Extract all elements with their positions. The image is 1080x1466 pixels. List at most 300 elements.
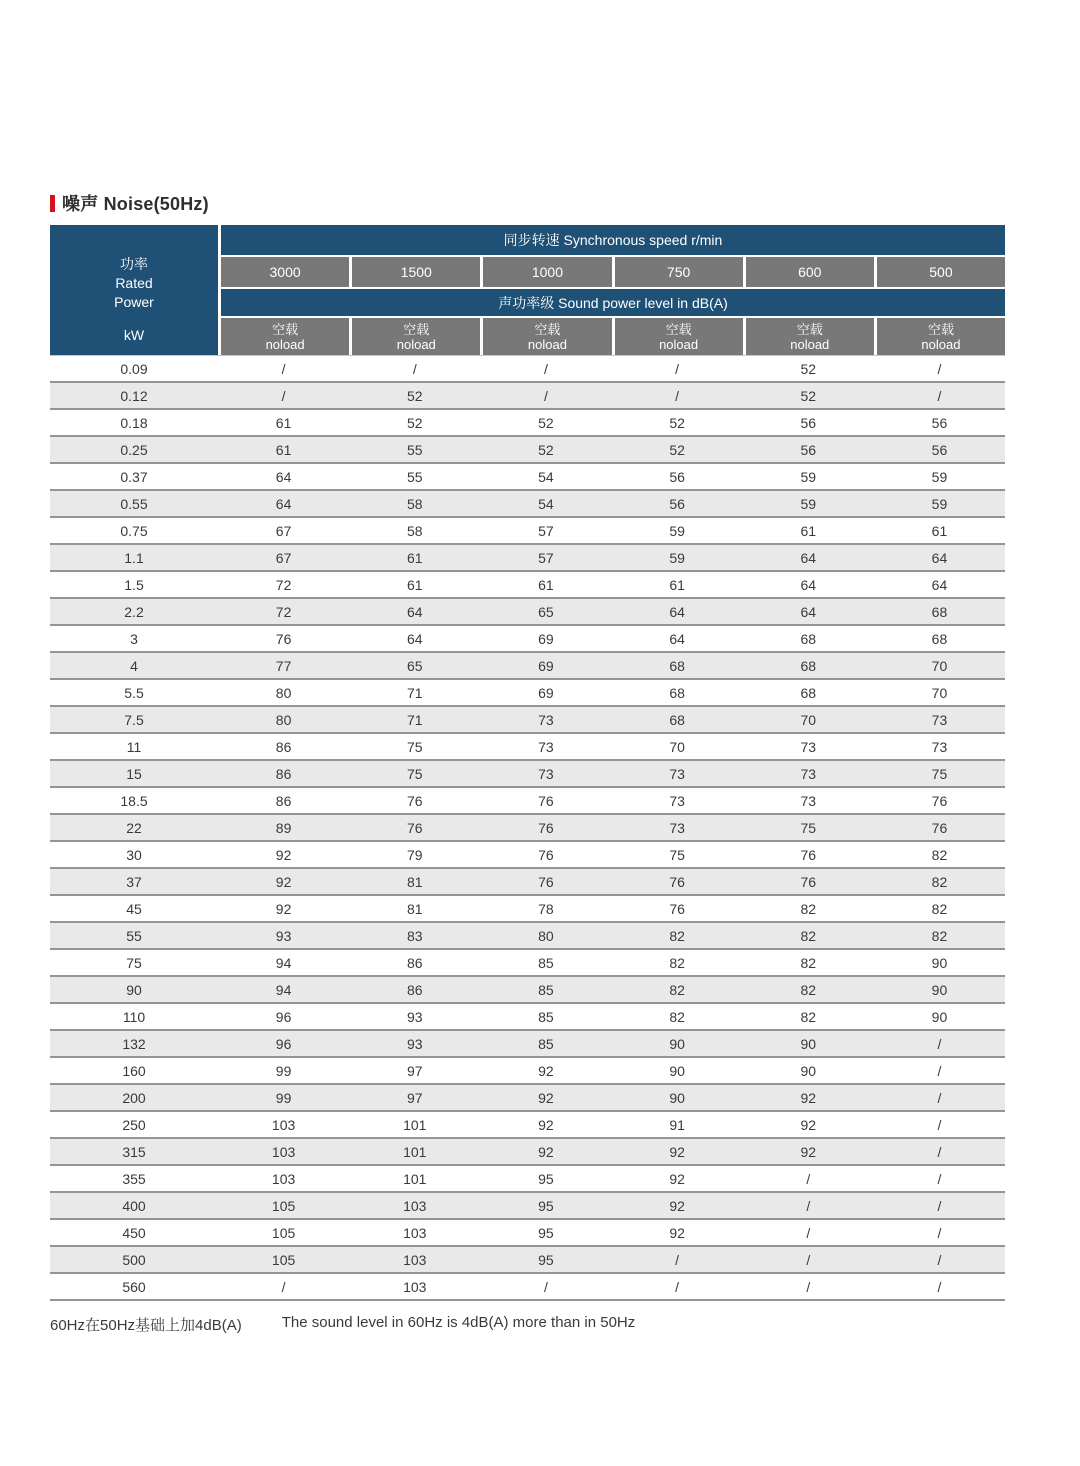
- noise-value-cell: 73: [538, 765, 554, 782]
- noise-value-cell: 59: [931, 495, 948, 512]
- noise-value-cell: 83: [406, 927, 423, 944]
- red-accent-bar: [50, 195, 55, 212]
- noise-value-cell: 93: [275, 927, 292, 944]
- noise-value-cell: 56: [669, 468, 685, 485]
- rated-power-cell: 0.09: [120, 360, 148, 377]
- noise-value-cell: 73: [669, 819, 685, 836]
- noise-value-cell: 92: [538, 1116, 554, 1133]
- noise-value-cell: 68: [669, 684, 685, 701]
- rated-power-label-en2: Power: [114, 294, 154, 310]
- noise-value-cell: /: [412, 360, 417, 377]
- noise-value-cell: 82: [931, 927, 948, 944]
- noise-value-cell: 95: [538, 1224, 554, 1241]
- rated-power-cell: 90: [126, 981, 142, 998]
- noise-value-cell: 69: [538, 657, 554, 674]
- table-row: [50, 1274, 1005, 1301]
- noise-value-cell: 68: [800, 684, 817, 701]
- noise-value-cell: 91: [669, 1116, 685, 1133]
- noise-value-cell: /: [806, 1170, 811, 1187]
- noise-value-cell: 70: [669, 738, 685, 755]
- noise-value-cell: 59: [800, 495, 817, 512]
- rated-power-cell: 75: [126, 954, 142, 971]
- noise-value-cell: 103: [403, 1197, 427, 1214]
- noise-value-cell: 103: [271, 1170, 296, 1187]
- noise-value-cell: 97: [406, 1089, 423, 1106]
- footnote-zh: 60Hz在50Hz基础上加4dB(A): [50, 1317, 242, 1334]
- noise-value-cell: 85: [538, 1035, 554, 1052]
- noise-value-cell: 93: [406, 1035, 423, 1052]
- noise-value-cell: 99: [275, 1089, 292, 1106]
- noise-value-cell: 90: [931, 1008, 948, 1025]
- speed-column-header: 3000: [221, 257, 349, 287]
- noise-value-cell: 82: [800, 927, 817, 944]
- table-header-right: [221, 225, 1005, 355]
- table-row: [50, 356, 1005, 383]
- noload-label-zh: 空载: [403, 321, 430, 337]
- noise-value-cell: /: [937, 360, 942, 377]
- noise-value-cell: 59: [669, 549, 685, 566]
- noise-value-cell: 82: [800, 900, 817, 917]
- rated-power-label-zh: 功率: [120, 256, 148, 272]
- noise-value-cell: 103: [403, 1278, 427, 1295]
- noise-value-cell: 54: [538, 495, 554, 512]
- sound-power-header: 声功率级 Sound power level in dB(A): [221, 289, 1005, 316]
- noise-value-cell: /: [675, 387, 680, 404]
- rated-power-cell: 5.5: [124, 684, 144, 701]
- table-row: [50, 1247, 1005, 1274]
- noise-table: [50, 225, 1005, 1301]
- noise-value-cell: 55: [406, 468, 423, 485]
- noise-value-cell: 64: [275, 468, 292, 485]
- noise-value-cell: 73: [800, 738, 817, 755]
- table-row: [50, 1031, 1005, 1058]
- table-row: [50, 1139, 1005, 1166]
- noise-value-cell: 92: [538, 1089, 554, 1106]
- noise-value-cell: 92: [800, 1143, 817, 1160]
- noise-value-cell: 64: [275, 495, 292, 512]
- noise-value-cell: 103: [271, 1116, 296, 1133]
- rated-power-cell: 15: [126, 765, 142, 782]
- noise-value-cell: 72: [275, 576, 292, 593]
- noise-value-cell: /: [675, 1251, 680, 1268]
- noise-value-cell: 86: [275, 765, 292, 782]
- noise-value-cell: 95: [538, 1251, 554, 1268]
- rated-power-cell: 45: [126, 900, 142, 917]
- rated-power-label-en1: Rated: [115, 275, 153, 291]
- noise-value-cell: 75: [406, 765, 423, 782]
- rated-power-cell: 4: [130, 657, 138, 674]
- speed-column-header: 1500: [352, 257, 480, 287]
- noise-value-cell: 73: [931, 711, 948, 728]
- noise-value-cell: 73: [538, 711, 554, 728]
- noise-value-cell: 76: [669, 900, 685, 917]
- noise-value-cell: 76: [538, 819, 554, 836]
- table-row: [50, 869, 1005, 896]
- noise-value-cell: 82: [669, 981, 685, 998]
- table-row: [50, 572, 1005, 599]
- noise-value-cell: 52: [669, 414, 685, 431]
- table-row: [50, 491, 1005, 518]
- noise-value-cell: 64: [800, 549, 817, 566]
- noise-value-cell: 67: [275, 522, 292, 539]
- speed-columns-row: [221, 257, 1005, 287]
- noise-value-cell: 68: [669, 657, 685, 674]
- noload-label-en: noload: [659, 336, 699, 352]
- noise-value-cell: 56: [931, 441, 948, 458]
- table-row: [50, 545, 1005, 572]
- noise-value-cell: 73: [800, 765, 817, 782]
- noise-value-cell: 58: [406, 495, 423, 512]
- footnote: [50, 1314, 1005, 1335]
- noise-value-cell: 56: [931, 414, 948, 431]
- noise-value-cell: 81: [406, 900, 423, 917]
- noise-value-cell: /: [937, 1224, 942, 1241]
- noise-value-cell: /: [937, 1062, 942, 1079]
- noise-value-cell: 52: [800, 387, 817, 404]
- noload-column-header: [877, 318, 1005, 355]
- noise-value-cell: 92: [669, 1143, 685, 1160]
- rated-power-cell: 355: [122, 1170, 146, 1187]
- noise-value-cell: /: [937, 1278, 942, 1295]
- noise-value-cell: 76: [406, 792, 423, 809]
- noise-value-cell: 64: [931, 549, 948, 566]
- noise-value-cell: 90: [669, 1062, 685, 1079]
- noise-value-cell: 71: [406, 684, 423, 701]
- table-row: [50, 761, 1005, 788]
- noise-value-cell: /: [937, 1116, 942, 1133]
- noise-value-cell: 96: [275, 1008, 292, 1025]
- noise-value-cell: 52: [669, 441, 685, 458]
- noise-value-cell: 94: [275, 981, 292, 998]
- noise-value-cell: 59: [931, 468, 948, 485]
- noise-value-cell: 82: [800, 1008, 817, 1025]
- noise-value-cell: 95: [538, 1197, 554, 1214]
- noise-value-cell: 92: [669, 1224, 685, 1241]
- noise-value-cell: 75: [800, 819, 817, 836]
- noise-value-cell: 52: [406, 387, 423, 404]
- rated-power-cell: 315: [122, 1143, 146, 1160]
- noise-value-cell: 75: [669, 846, 685, 863]
- noise-value-cell: 78: [538, 900, 554, 917]
- noise-value-cell: 73: [800, 792, 817, 809]
- rated-power-cell: 200: [122, 1089, 146, 1106]
- noise-value-cell: 86: [275, 792, 292, 809]
- rated-power-cell: 7.5: [124, 711, 144, 728]
- noise-value-cell: 81: [406, 873, 423, 890]
- noise-value-cell: 85: [538, 981, 554, 998]
- noise-value-cell: 92: [800, 1089, 817, 1106]
- noise-value-cell: 82: [669, 954, 685, 971]
- noise-value-cell: 57: [538, 549, 554, 566]
- noise-value-cell: 55: [406, 441, 423, 458]
- rated-power-cell: 1.5: [124, 576, 144, 593]
- table-row: [50, 437, 1005, 464]
- rated-power-cell: 37: [126, 873, 142, 890]
- noise-value-cell: 59: [669, 522, 685, 539]
- noise-value-cell: 95: [538, 1170, 554, 1187]
- noise-value-cell: /: [937, 1170, 942, 1187]
- rated-power-cell: 250: [122, 1116, 146, 1133]
- noload-column-header: [615, 318, 743, 355]
- rated-power-cell: 0.18: [120, 414, 148, 431]
- rated-power-header-cell: [50, 225, 218, 355]
- table-row: [50, 653, 1005, 680]
- rated-power-label: [50, 255, 218, 312]
- noise-value-cell: 52: [800, 360, 817, 377]
- noise-value-cell: 85: [538, 1008, 554, 1025]
- noise-value-cell: 82: [800, 954, 817, 971]
- noise-value-cell: /: [937, 1251, 942, 1268]
- table-row: [50, 1193, 1005, 1220]
- rated-power-cell: 30: [126, 846, 142, 863]
- noise-value-cell: 69: [538, 630, 554, 647]
- noload-label-zh: 空载: [534, 321, 561, 337]
- table-row: [50, 1085, 1005, 1112]
- table-row: [50, 977, 1005, 1004]
- noise-value-cell: 90: [800, 1062, 817, 1079]
- noload-label-en: noload: [527, 336, 567, 352]
- noise-value-cell: 69: [538, 684, 554, 701]
- noise-section: [50, 190, 1005, 1335]
- rated-power-cell: 3: [130, 630, 138, 647]
- noise-value-cell: 76: [669, 873, 685, 890]
- table-row: [50, 680, 1005, 707]
- table-row: [50, 1220, 1005, 1247]
- synchronous-speed-header: 同步转速 Synchronous speed r/min: [221, 225, 1005, 255]
- noise-value-cell: 76: [931, 819, 948, 836]
- rated-power-cell: 2.2: [124, 603, 144, 620]
- noise-value-cell: 56: [669, 495, 685, 512]
- noise-value-cell: 92: [669, 1197, 685, 1214]
- noise-value-cell: 105: [271, 1224, 296, 1241]
- noise-value-cell: 73: [669, 765, 685, 782]
- noload-label-zh: 空载: [665, 321, 692, 337]
- noise-value-cell: 103: [271, 1143, 296, 1160]
- noise-value-cell: /: [675, 360, 680, 377]
- noise-value-cell: 64: [669, 603, 685, 620]
- noise-value-cell: 68: [931, 630, 948, 647]
- noise-value-cell: 59: [800, 468, 817, 485]
- rated-power-cell: 450: [122, 1224, 146, 1241]
- noise-value-cell: 76: [800, 873, 817, 890]
- table-row: [50, 1166, 1005, 1193]
- noise-value-cell: 68: [669, 711, 685, 728]
- table-row: [50, 1058, 1005, 1085]
- table-body: [50, 355, 1005, 1301]
- noise-value-cell: 82: [669, 927, 685, 944]
- noise-value-cell: 75: [406, 738, 423, 755]
- noise-value-cell: /: [937, 1143, 942, 1160]
- section-title-row: [50, 190, 1005, 216]
- table-row: [50, 950, 1005, 977]
- noise-value-cell: 85: [538, 954, 554, 971]
- noise-value-cell: /: [675, 1278, 680, 1295]
- noload-label-en: noload: [265, 336, 305, 352]
- noise-value-cell: /: [543, 387, 548, 404]
- noise-value-cell: 92: [275, 873, 292, 890]
- table-row: [50, 734, 1005, 761]
- noise-value-cell: 61: [538, 576, 554, 593]
- speed-column-header: 500: [877, 257, 1005, 287]
- noise-value-cell: 90: [931, 954, 948, 971]
- noise-value-cell: 76: [931, 792, 948, 809]
- noise-value-cell: 82: [931, 846, 948, 863]
- speed-column-header: 1000: [483, 257, 611, 287]
- table-row: [50, 788, 1005, 815]
- noise-value-cell: 77: [275, 657, 292, 674]
- footnote-en: The sound level in 60Hz is 4dB(A) more than in 50Hz: [281, 1314, 636, 1331]
- noise-value-cell: 68: [931, 603, 948, 620]
- noise-value-cell: 61: [800, 522, 817, 539]
- noload-label-en: noload: [921, 336, 961, 352]
- noise-value-cell: /: [281, 1278, 286, 1295]
- noise-value-cell: 90: [669, 1089, 685, 1106]
- table-row: [50, 383, 1005, 410]
- noise-value-cell: 103: [403, 1224, 427, 1241]
- noise-value-cell: 101: [403, 1170, 427, 1187]
- noise-value-cell: /: [543, 1278, 548, 1295]
- rated-power-cell: 0.37: [120, 468, 148, 485]
- table-row: [50, 1112, 1005, 1139]
- noise-value-cell: 58: [406, 522, 423, 539]
- noise-value-cell: 72: [275, 603, 292, 620]
- noise-value-cell: 80: [275, 711, 292, 728]
- noise-value-cell: 94: [275, 954, 292, 971]
- noload-label-en: noload: [790, 336, 830, 352]
- noise-value-cell: 76: [538, 792, 554, 809]
- rated-power-unit: kW: [123, 327, 145, 343]
- page-title: 噪声 Noise(50Hz): [62, 194, 209, 214]
- rated-power-cell: 132: [122, 1035, 146, 1052]
- noise-value-cell: 61: [406, 549, 423, 566]
- noise-value-cell: 92: [275, 900, 292, 917]
- table-row: [50, 815, 1005, 842]
- noise-value-cell: 64: [931, 576, 948, 593]
- noise-value-cell: 82: [931, 900, 948, 917]
- noise-value-cell: 92: [538, 1143, 554, 1160]
- noise-value-cell: 71: [406, 711, 423, 728]
- noise-value-cell: 56: [800, 441, 817, 458]
- noise-value-cell: 92: [800, 1116, 817, 1133]
- noise-value-cell: 61: [275, 414, 292, 431]
- noise-value-cell: /: [937, 387, 942, 404]
- rated-power-cell: 110: [122, 1008, 146, 1025]
- noise-value-cell: 75: [931, 765, 948, 782]
- noise-value-cell: 76: [538, 846, 554, 863]
- noise-value-cell: 70: [800, 711, 817, 728]
- speed-column-header: 600: [746, 257, 874, 287]
- noload-label-en: noload: [396, 336, 436, 352]
- noise-value-cell: 64: [800, 576, 817, 593]
- rated-power-cell: 400: [122, 1197, 146, 1214]
- noload-label-zh: 空载: [927, 321, 954, 337]
- rated-power-cell: 560: [122, 1278, 146, 1295]
- noise-value-cell: 86: [406, 954, 423, 971]
- noise-value-cell: /: [806, 1251, 811, 1268]
- noise-value-cell: 86: [406, 981, 423, 998]
- noise-value-cell: 68: [800, 630, 817, 647]
- noise-value-cell: 76: [275, 630, 292, 647]
- noise-value-cell: 99: [275, 1062, 292, 1079]
- rated-power-cell: 500: [122, 1251, 146, 1268]
- noise-value-cell: 93: [406, 1008, 423, 1025]
- noise-value-cell: 105: [271, 1251, 296, 1268]
- noise-value-cell: 56: [800, 414, 817, 431]
- noise-value-cell: 54: [538, 468, 554, 485]
- rated-power-cell: 0.25: [120, 441, 148, 458]
- noise-value-cell: 52: [538, 441, 554, 458]
- noload-column-header: [483, 318, 611, 355]
- rated-power-cell: 11: [126, 738, 142, 755]
- noise-value-cell: 82: [669, 1008, 685, 1025]
- noise-value-cell: 61: [406, 576, 423, 593]
- noise-value-cell: 80: [538, 927, 554, 944]
- noise-value-cell: 105: [271, 1197, 296, 1214]
- noise-value-cell: 82: [800, 981, 817, 998]
- noise-value-cell: 52: [538, 414, 554, 431]
- rated-power-cell: 1.1: [124, 549, 144, 566]
- noise-value-cell: 73: [931, 738, 948, 755]
- noise-value-cell: 97: [406, 1062, 423, 1079]
- table-row: [50, 842, 1005, 869]
- noise-value-cell: 64: [406, 630, 423, 647]
- noise-value-cell: 65: [538, 603, 554, 620]
- table-row: [50, 464, 1005, 491]
- noload-label-zh: 空载: [272, 321, 299, 337]
- rated-power-cell: 18.5: [120, 792, 148, 809]
- noise-value-cell: 90: [931, 981, 948, 998]
- noise-value-cell: 70: [931, 684, 948, 701]
- noise-value-cell: 92: [275, 846, 292, 863]
- rated-power-cell: 0.75: [120, 522, 148, 539]
- table-header: [50, 225, 1005, 355]
- noise-value-cell: /: [806, 1278, 811, 1295]
- rated-power-cell: 160: [122, 1062, 146, 1079]
- noload-column-header: [746, 318, 874, 355]
- noload-label-zh: 空载: [796, 321, 823, 337]
- rated-power-cell: 0.12: [120, 387, 148, 404]
- table-row: [50, 923, 1005, 950]
- table-row: [50, 1004, 1005, 1031]
- rated-power-cell: 0.55: [120, 495, 148, 512]
- noise-value-cell: 92: [538, 1062, 554, 1079]
- noise-value-cell: 61: [275, 441, 292, 458]
- noise-value-cell: 65: [406, 657, 423, 674]
- noise-value-cell: 61: [931, 522, 948, 539]
- noise-value-cell: 103: [403, 1251, 427, 1268]
- noise-value-cell: 92: [669, 1170, 685, 1187]
- noise-value-cell: 68: [800, 657, 817, 674]
- noise-value-cell: /: [937, 1035, 942, 1052]
- rated-power-cell: 55: [126, 927, 142, 944]
- noise-value-cell: /: [937, 1089, 942, 1106]
- noise-value-cell: 67: [275, 549, 292, 566]
- noise-value-cell: 86: [275, 738, 292, 755]
- noise-value-cell: 89: [275, 819, 292, 836]
- noise-value-cell: 73: [669, 792, 685, 809]
- noise-value-cell: /: [281, 387, 286, 404]
- noise-value-cell: 61: [669, 576, 685, 593]
- noise-value-cell: 57: [538, 522, 554, 539]
- noise-value-cell: 76: [406, 819, 423, 836]
- noise-value-cell: 90: [800, 1035, 817, 1052]
- noise-value-cell: 79: [406, 846, 423, 863]
- noise-value-cell: 64: [800, 603, 817, 620]
- noise-value-cell: /: [806, 1224, 811, 1241]
- noise-value-cell: 96: [275, 1035, 292, 1052]
- rated-power-cell: 22: [126, 819, 142, 836]
- table-row: [50, 896, 1005, 923]
